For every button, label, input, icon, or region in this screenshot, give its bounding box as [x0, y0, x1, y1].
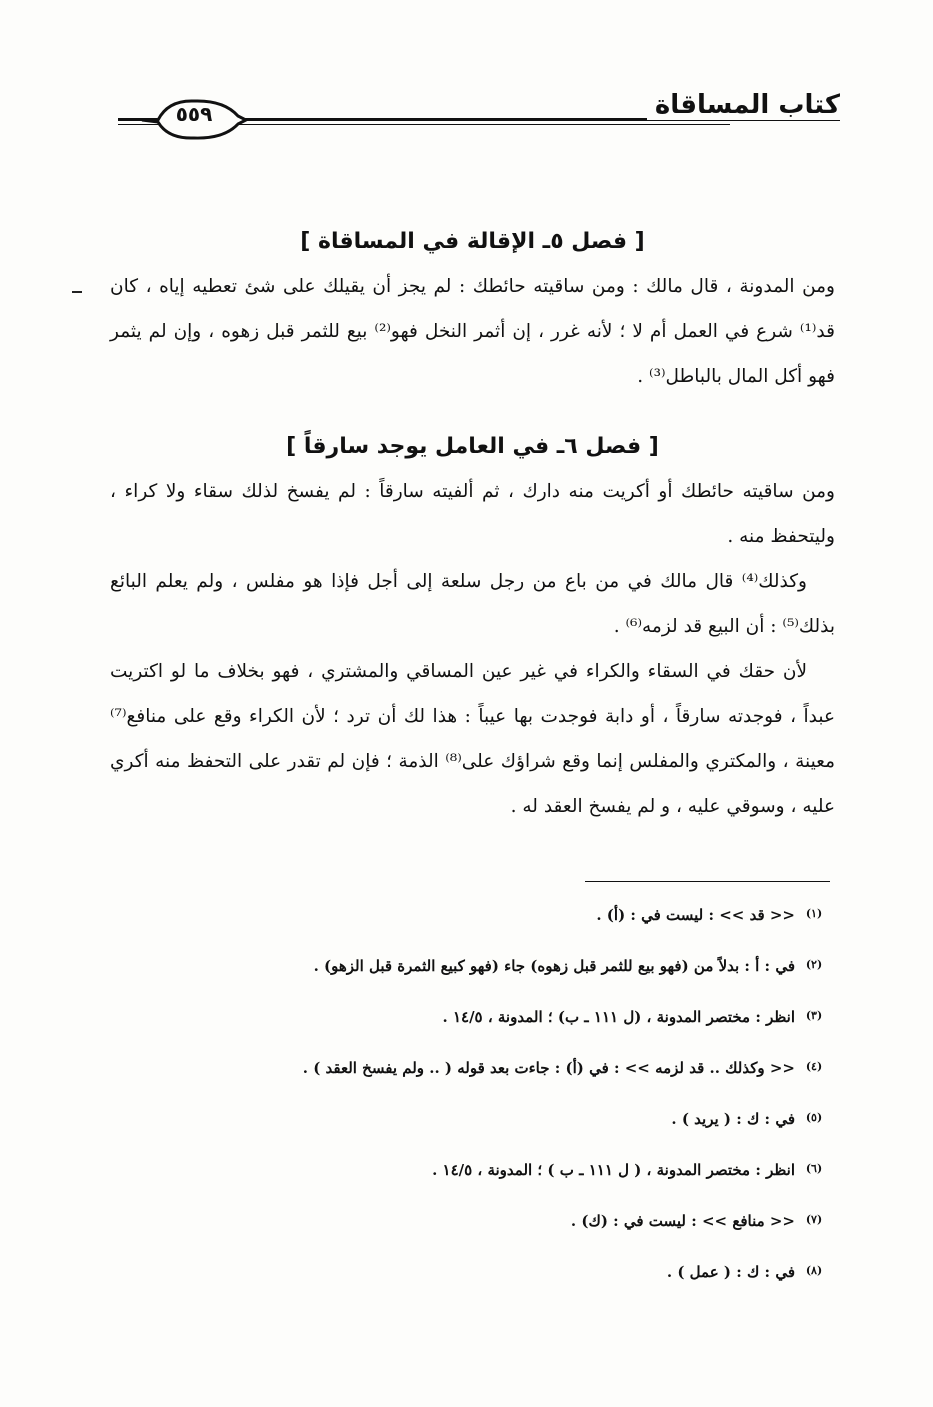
- footnote-text: << منافع >> : ليست في : (ك) .: [570, 1212, 795, 1230]
- footnote: [133, 1008, 833, 1059]
- footnote: [133, 1161, 833, 1212]
- footnote-text: انظر : مختصر المدونة ، ( ل ١١١ ـ ب ) ؛ المدونة ، ١٤/٥ .: [432, 1161, 795, 1179]
- footnote-number: (٥): [805, 1111, 823, 1124]
- footnote-number: (٤): [805, 1060, 823, 1073]
- footnote-text: في : ك : ( يريد ) .: [671, 1110, 795, 1128]
- footnote-text: في : ك : ( عمل ) .: [666, 1263, 795, 1281]
- paragraph: وكذلك⁽⁴⁾ قال مالك في من باع من رجل سلعة إلى أجل فإذا هو مفلس ، ولم يعلم البائع بذلك⁽⁵⁾ : أن البيع قد لزمه⁽⁶⁾ .: [110, 571, 835, 637]
- margin-mark: [72, 291, 82, 293]
- footnote-number: (٦): [805, 1162, 823, 1175]
- footnote-text: في : أ : بدلاً من (فهو بيع للثمر قبل زهوه) جاء (فهو كبيع الثمرة قبل الزهو) .: [313, 957, 795, 975]
- paragraph: ومن المدونة ، قال مالك : ومن ساقيته حائطك : لم يجز أن يقيلك على شئ تعطيه إياه ، كان قد⁽¹⁾ شرع في العمل أم لا ؛ لأنه غرر ، إن أثمر النخل فهو⁽²⁾ بيع للثمر قبل زهوه ، وإن لم يثمر فهو أكل المال بالباطل⁽³⁾ .: [110, 276, 835, 387]
- section-heading: [ فصل ٦ـ في العامل يوجد سارقاً ]: [286, 434, 659, 459]
- footnote-number: (٧): [805, 1213, 823, 1226]
- footnote: [133, 1212, 833, 1263]
- footnote-number: (٨): [805, 1264, 823, 1277]
- footnote-number: (١): [805, 907, 823, 920]
- footnote-number: (٣): [805, 1009, 823, 1022]
- running-header: [118, 90, 840, 136]
- footnote-text: << قد >> : ليست في : (أ) .: [596, 906, 795, 924]
- footnote: [133, 1059, 833, 1110]
- footnote-text: انظر : مختصر المدونة ، (ل ١١١ ـ ب) ؛ المدونة ، ١٤/٥ .: [442, 1008, 795, 1026]
- paragraph: لأن حقك في السقاء والكراء في غير عين المساقي والمشتري ، فهو بخلاف ما لو اكتريت عبداً ، فوجدته سارقاً ، أو دابة فوجدت بها عيباً : هذا لك أن ترد ؛ لأن الكراء وقع على منافع⁽⁷⁾ معينة ، والمكتري والمفلس إنما وقع شراؤك على⁽⁸⁾ الذمة ؛ فإن لم تقدر على التحفظ منه أكري عليه ، وسوقي عليه ، و لم يفسخ العقد له .: [110, 661, 835, 817]
- footnote: [133, 957, 833, 1008]
- footnote-text: << وكذلك .. قد لزمه >> : في (أ) : جاءت بعد قوله ( .. ولم يفسخ العقد ) .: [302, 1059, 795, 1077]
- paragraph: ومن ساقيته حائطك أو أكريت منه دارك ، ثم ألفيته سارقاً : لم يفسخ لذلك سقاء ولا كراء ، وليتحفظ منه .: [110, 481, 835, 547]
- footnote-number: (٢): [805, 958, 823, 971]
- footnotes: [133, 906, 833, 1314]
- footnote: [133, 1110, 833, 1161]
- footnote: [133, 1263, 833, 1314]
- book-title: كتاب المساقاة: [647, 90, 840, 120]
- footnote-separator: [585, 881, 830, 882]
- page-number: ٥٥٩: [175, 102, 213, 126]
- footnote: [133, 906, 833, 957]
- section-heading: [ فصل ٥ـ الإقالة في المساقاة ]: [300, 229, 645, 254]
- page-number-badge: [140, 96, 248, 140]
- main-text: [110, 220, 835, 829]
